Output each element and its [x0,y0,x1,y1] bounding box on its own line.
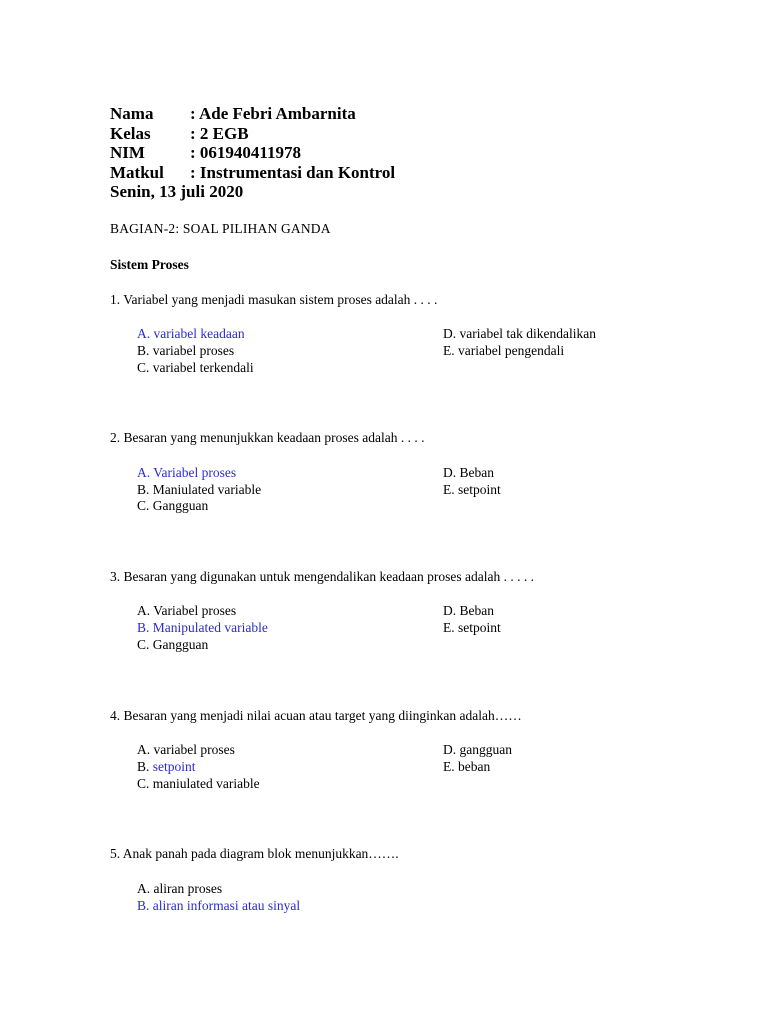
q5-option-a: A. aliran proses [137,881,223,896]
q2-option-d: D. Beban [443,465,494,480]
subsection-title: Sistem Proses [110,257,189,272]
q3-option-c: C. Gangguan [137,637,209,652]
q4-option-c: C. maniulated variable [137,776,260,791]
q1-option-a: A. variabel keadaan [137,326,245,341]
q2-option-c: C. Gangguan [137,498,209,513]
question-1: 1. Variabel yang menjadi masukan sistem proses adalah . . . . [110,292,438,307]
header-name-row [110,104,356,123]
course-value: : Instrumentasi dan Kontrol [190,163,396,182]
nim-value: : 061940411978 [190,143,301,162]
q4-option-d: D. gangguan [443,742,512,757]
q5-option-b: B. aliran informasi atau sinyal [137,898,301,913]
q2-option-b: B. Maniulated variable [137,482,262,497]
header-class-row [110,124,249,143]
q3-option-e: E. setpoint [443,620,501,635]
q4-option-b-value: setpoint [152,759,196,774]
q2-option-e: E. setpoint [443,482,501,497]
name-value: : Ade Febri Ambarnita [190,104,356,123]
question-2: 2. Besaran yang menunjukkan keadaan proses adalah . . . . [110,430,425,445]
q4-option-a: A. variabel proses [137,742,235,757]
header-nim-row [110,143,301,162]
q3-option-b: B. Manipulated variable [137,620,268,635]
name-label: Nama [110,104,154,123]
question-4: 4. Besaran yang menjadi nilai acuan atau target yang diinginkan adalah…… [110,708,522,723]
q4-option-e: E. beban [443,759,491,774]
q2-option-a: A. Variabel proses [137,465,237,480]
header-date: Senin, 13 juli 2020 [110,182,244,201]
question-3: 3. Besaran yang digunakan untuk mengendalikan keadaan proses adalah . . . . . [110,569,534,584]
q1-option-d: D. variabel tak dikendalikan [443,326,596,341]
class-value: : 2 EGB [190,124,249,143]
q4-option-b-prefix: B. [137,759,153,774]
section-title: BAGIAN-2: SOAL PILIHAN GANDA [110,221,331,236]
q3-option-a: A. Variabel proses [137,603,237,618]
q3-option-d: D. Beban [443,603,494,618]
q4-option-b [137,759,196,775]
class-label: Kelas [110,124,151,143]
header-course-row [110,163,395,182]
q1-option-c: C. variabel terkendali [137,360,254,375]
course-label: Matkul [110,163,164,182]
nim-label: NIM [110,143,145,162]
q1-option-e: E. variabel pengendali [443,343,565,358]
question-5: 5. Anak panah pada diagram blok menunjukkan……. [110,846,399,861]
q1-option-b: B. variabel proses [137,343,235,358]
